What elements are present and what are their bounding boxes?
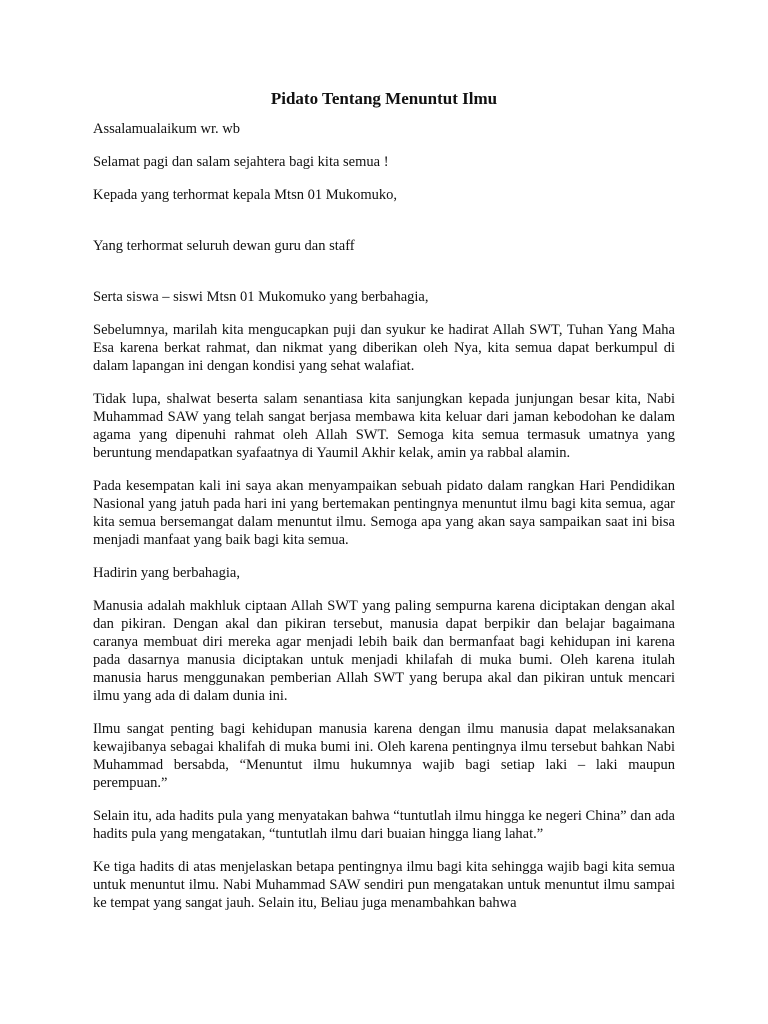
paragraph-hadith: Selain itu, ada hadits pula yang menyatakan bahwa “tuntutlah ilmu hingga ke negeri China” dan ada hadits pula yang mengatakan, “tuntutlah ilmu dari buaian hingga liang lahat.” bbox=[93, 808, 675, 842]
paragraph-greeting: Assalamualaikum wr. wb bbox=[93, 121, 240, 137]
paragraph-human: Manusia adalah makhluk ciptaan Allah SWT yang paling sempurna karena diciptakan dengan akal dan pikiran. Dengan akal dan pikiran tersebut, manusia dapat berpikir dan belajar bagaimana caranya membuat diri mereka agar menjadi lebih baik dan bermanfaat bagi kehidupan ini karena pada dasarnya manusia diciptakan untuk menjadi khilafah di muka bumi. Oleh karena itulah manusia harus menggunakan pemberian Allah SWT yang berupa akal dan pikiran untuk mencari ilmu yang ada di dalam dunia ini. bbox=[93, 598, 675, 704]
paragraph-opening: Sebelumnya, marilah kita mengucapkan puji dan syukur ke hadirat Allah SWT, Tuhan Yang Maha Esa karena berkat rahmat, dan nikmat yang diberikan oleh Nya, kita semua dapat berkumpul di dalam lapangan ini dengan kondisi yang sehat walafiat. bbox=[93, 322, 675, 374]
paragraph-salutation: Selamat pagi dan salam sejahtera bagi kita semua ! bbox=[93, 154, 389, 170]
paragraph-knowledge: Ilmu sangat penting bagi kehidupan manusia karena dengan ilmu manusia dapat melaksanakan kewajibanya sebagai khalifah di muka bumi ini. Oleh karena pentingnya ilmu tersebut bahkan Nabi Muhammad bersabda, “Menuntut ilmu hukumnya wajib bagi setiap laki – laki maupun perempuan.” bbox=[93, 721, 675, 791]
paragraph-shalawat: Tidak lupa, shalwat beserta salam senantiasa kita sanjungkan kepada junjungan besar kita, Nabi Muhammad SAW yang telah sangat berjasa membawa kita keluar dari jaman kebodohan ke dalam agama yang dipenuhi rahmat oleh Allah SWT. Semoga kita semua termasuk umatnya yang beruntung mendapatkan syafaatnya di Yaumil Akhir kelak, amin ya rabbal alamin. bbox=[93, 391, 675, 461]
document-title: Pidato Tentang Menuntut Ilmu bbox=[270, 89, 498, 108]
document-page bbox=[93, 88, 675, 912]
paragraph-topic: Pada kesempatan kali ini saya akan menyampaikan sebuah pidato dalam rangkan Hari Pendidikan Nasional yang jatuh pada hari ini yang bertemakan pentingnya menuntut ilmu bagi kita semua, agar kita semua bersemangat dalam menuntut ilmu. Semoga apa yang akan saya sampaikan saat ini bisa menjadi manfaat yang baik bagi kita semua. bbox=[93, 478, 675, 548]
paragraph-address-principal: Kepada yang terhormat kepala Mtsn 01 Mukomuko, bbox=[93, 187, 398, 203]
paragraph-audience: Hadirin yang berbahagia, bbox=[93, 565, 240, 581]
paragraph-conclusion: Ke tiga hadits di atas menjelaskan betapa pentingnya ilmu bagi kita sehingga wajib bagi kita semua untuk menuntut ilmu. Nabi Muhammad SAW sendiri pun mengatakan untuk menuntut ilmu sampai ke tempat yang sangat jauh. Selain itu, Beliau juga menambahkan bahwa bbox=[93, 859, 675, 911]
paragraph-address-students: Serta siswa – siswi Mtsn 01 Mukomuko yang berbahagia, bbox=[93, 289, 429, 305]
paragraph-address-teachers: Yang terhormat seluruh dewan guru dan staff bbox=[93, 238, 355, 254]
